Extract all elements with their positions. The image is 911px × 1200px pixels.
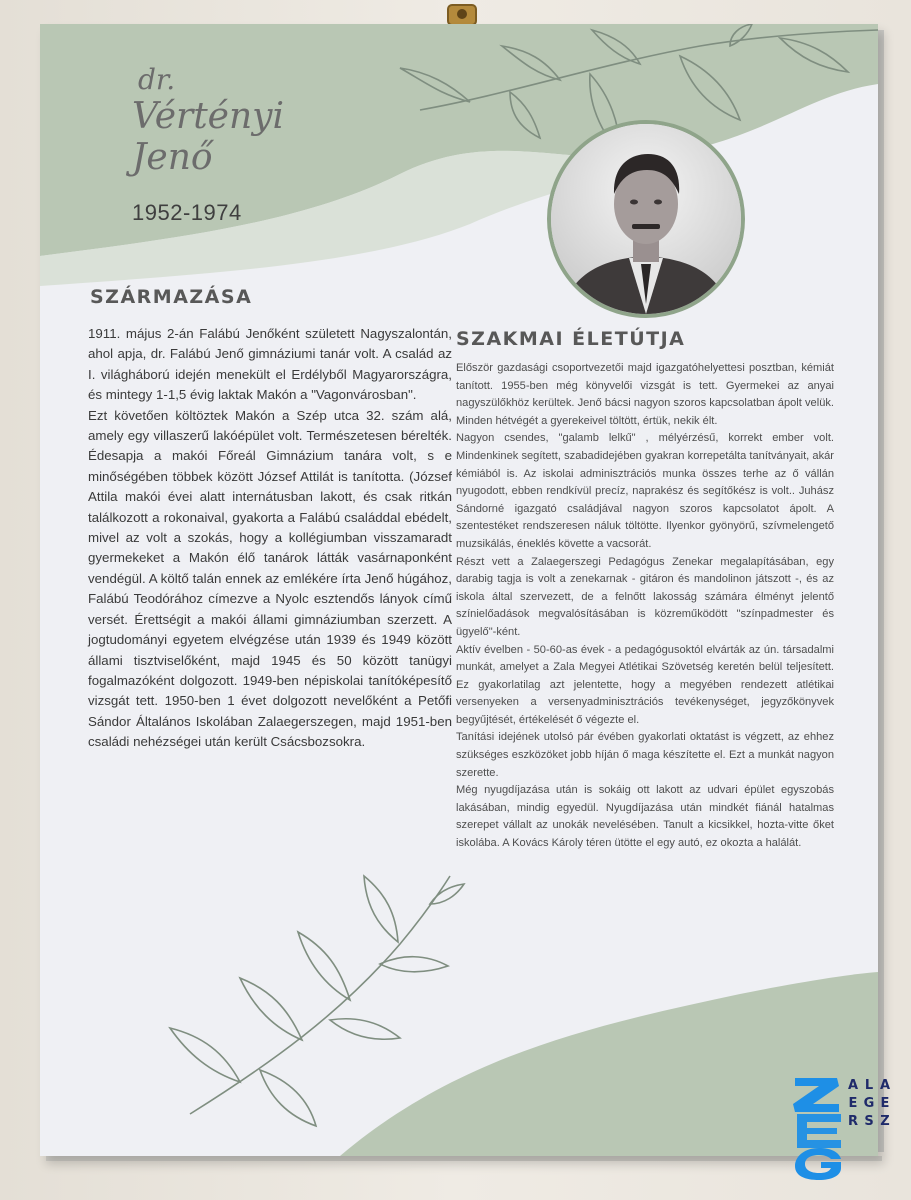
career-paragraph: Aktív évelben - 50-60-as évek - a pedagógusoktól elvárták az ún. társadalmi munkát, amelyet a Zala Megyei Atlétikai Szövetség keretén belül teljesített. Ez gyakorlatilag azt jelentette, hogy a megyében rendezett atlétikai versenyeken a versenyadminisztrációs tevékenységet, jegyzőkönyvek begyűjtését, értékelését ő végezte el.	[456, 643, 834, 726]
wall-hook	[447, 4, 477, 26]
portrait-mustache	[632, 224, 660, 229]
zeg-logo-mark	[791, 1076, 847, 1180]
logo-row-2: E G E	[848, 1096, 890, 1111]
career-text	[456, 360, 834, 853]
career-paragraph: Tanítási idejének utolsó pár évében gyakorlati oktatást is végzett, az ehhez szükséges eszközöket jobb híján ő maga készítette el. Ezt a munkát nagyon szerette.	[456, 731, 834, 779]
title-block	[132, 64, 284, 226]
career-paragraph: Először gazdasági csoportvezetői majd igazgatóhelyettesi posztban, kémiát tanított. 1955-ben még könyvelői vizsgát is tett. Gyermekei az anyai nagyszülőkhöz kerültek. Jenő bácsi nagyon szoros kapcsolatban ápolt velük. Minden hétvégét a gyerekeivel töltött, értük, nekik élt.	[456, 362, 834, 427]
memorial-poster	[40, 24, 878, 1156]
logo-letter-e	[797, 1114, 841, 1148]
logo-letter-g	[795, 1148, 841, 1180]
service-years: 1952-1974	[132, 200, 242, 225]
origin-text	[88, 324, 452, 753]
canvas-side-edge	[878, 30, 884, 1152]
logo-letter-z	[793, 1078, 839, 1112]
origin-paragraph: Ezt követően költöztek Makón a Szép utca 32. szám alá, amely egy villaszerű lakóépület volt. Természetesen bérelték. Édesapja a makói Főreál Gimnázium tanára volt, s e minőségében többek között József Attilát is tanította. (József Attila makói évei alatt internátusban lakott, és csak ritkán találkozott a rokonaival, gyakorta a Falábú családdal ebédelt, mivel az volt a szokás, hogy a kollégiumban visszamaradt gyermekeket a Makón élő tanárok látták vasárnaponként vendégül. A költő talán ennek az emlékére írta Jenő húgához, Falábú Teodórához címezve a Nyolc esztendős lányok című versét. Érettségit a makói állami gimnáziumban szerzett. A jogtudományi egyetem elvégzése után 1939 és 1949 között állami tisztviselőként, majd 1945 és 50 között tanügyi fogalmazóként dolgozott. 1949-ben népiskolai tanítóképesítő vizsgát tett. 1950-ben 1 évet dolgozott nevelőként a Petőfi Sándor Általános Iskolában Zalaegerszegen, majd 1951-ben családi nehézségei után került Csácsbozsokra.	[88, 407, 452, 750]
origin-heading: SZÁRMAZÁSA	[90, 286, 253, 308]
career-paragraph: Nagyon csendes, "galamb lelkű" , mélyérzésű, korrekt ember volt. Mindenkinek segített, szabadidejében gyakran korrepetálta tanítványait, akár kémiából is. Az iskolai adminisztrációs munka összes terhe az ő vállán nyugodott, ebben rendkívül precíz, naprakész és segítőkész is volt.. Juhász Sándorné igazgató családjával nagyon szoros kapcsolatot ápolt. A szentestéket rendszeresen náluk töltötte. Ilyenkor gyönyörű, szívmelengető muzsikálás, éneklés követte a vacsorát.	[456, 432, 834, 550]
portrait-photo	[547, 120, 745, 318]
bottom-leaf-branch	[170, 876, 464, 1126]
name-surname: Vértényi	[132, 96, 285, 137]
logo-row-3: R S Z	[847, 1114, 890, 1129]
zalaegerszeg-logo	[791, 1076, 891, 1184]
logo-row-1: A L A	[847, 1078, 891, 1093]
origin-paragraph: 1911. május 2-án Falábú Jenőként született Nagyszalontán, ahol apja, dr. Falábú Jenő gimnáziumi tanár volt. A család az I. világháború idején menekült el Erdélyből Magyarországra, és mintegy 1-1,5 évig laktak Makón a "Vagonvárosban".	[88, 326, 452, 403]
career-paragraph: Részt vett a Zalaegerszegi Pedagógus Zenekar megalapításában, egy darabig tagja is volt a zenekarnak - gitáron és mandolinon játszott -, és az iskola által szervezett, de a felnőtt lakosság számára élményt jelentő színielőadások megvalósításában is közreműködött "színpadmester és ügyelő"-ként.	[456, 555, 834, 638]
canvas-bottom-edge	[46, 1156, 882, 1161]
name-given: Jenő	[132, 137, 213, 178]
career-heading: SZAKMAI ÉLETÚTJA	[456, 328, 686, 350]
portrait-illustration	[551, 124, 741, 314]
name-prefix: dr.	[138, 63, 176, 96]
career-paragraph: Még nyugdíjazása után is sokáig ott lakott az udvari épület egyszobás lakásában, mindig egyedül. Nyugdíjazása után mindkét fiánál hatalmas szerepet vállalt az unokák nevelésében. Tanult a kicsikkel, hozta-vitte őket iskolába. A Kovács Károly téren ütötte el egy autó, ez okozta a halálát.	[456, 784, 834, 850]
